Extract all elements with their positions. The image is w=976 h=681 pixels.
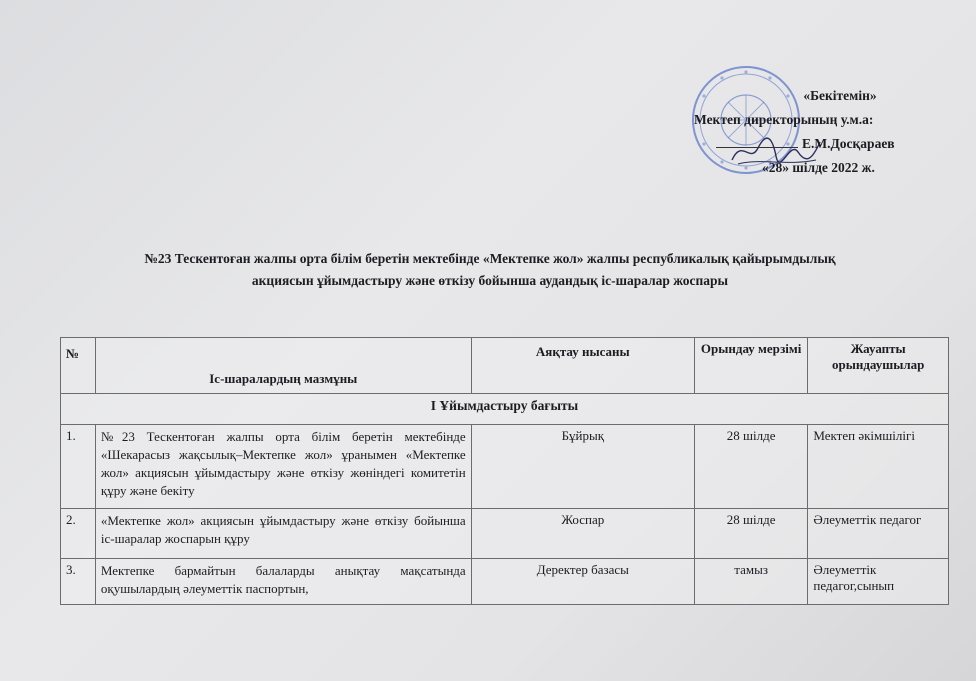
director-position: Мектеп директорының у.м.а: bbox=[694, 112, 874, 127]
director-name: Е.М.Досқараев bbox=[802, 136, 895, 151]
row-completion-form: Бұйрық bbox=[471, 425, 694, 509]
table-row bbox=[61, 559, 949, 605]
row-num: 1. bbox=[61, 425, 96, 509]
section-title: І Ұйымдастыру бағыты bbox=[61, 394, 949, 425]
section-row bbox=[61, 394, 949, 425]
header-completion-form: Аяқтау нысаны bbox=[471, 338, 694, 394]
signature-line bbox=[716, 147, 798, 148]
director-name-line bbox=[660, 132, 950, 156]
approval-date: «28» шілде 2022 ж. bbox=[762, 160, 875, 175]
row-deadline: тамыз bbox=[694, 559, 807, 605]
row-responsible: Мектеп әкімшілігі bbox=[808, 425, 949, 509]
header-num: № bbox=[61, 338, 96, 394]
row-completion-form: Деректер базасы bbox=[471, 559, 694, 605]
table-header-row bbox=[61, 338, 949, 394]
title-line-2: акциясын ұйымдастыру және өткізу бойынша аудандық іс-шаралар жоспары bbox=[251, 273, 729, 288]
row-deadline: 28 шілде bbox=[694, 509, 807, 559]
table-row bbox=[61, 509, 949, 559]
plan-table bbox=[60, 337, 949, 605]
table-row bbox=[61, 425, 949, 509]
row-responsible: Әлеуметтік педагог,сынып bbox=[808, 559, 949, 605]
row-deadline: 28 шілде bbox=[694, 425, 807, 509]
title-line-1: №23 Тескентоған жалпы орта білім беретін мектебінде «Мектепке жол» жалпы республикалық қайырымдылық bbox=[144, 251, 836, 266]
header-responsible: Жауапты орындаушылар bbox=[808, 338, 949, 394]
document-title bbox=[40, 248, 940, 292]
row-num: 2. bbox=[61, 509, 96, 559]
row-num: 3. bbox=[61, 559, 96, 605]
approved-label: «Бекітемін» bbox=[803, 88, 877, 103]
row-responsible: Әлеуметтік педагог bbox=[808, 509, 949, 559]
row-completion-form: Жоспар bbox=[471, 509, 694, 559]
header-deadline: Орындау мерзімі bbox=[694, 338, 807, 394]
header-content: Іс-шаралардың мазмұны bbox=[95, 338, 471, 394]
row-content: «Мектепке жол» акциясын ұйымдастыру және өткізу бойынша іс-шаралар жоспарын құру bbox=[95, 509, 471, 559]
approval-block bbox=[660, 84, 950, 180]
row-content: Мектепке бармайтын балаларды анықтау мақсатында оқушылардың әлеуметтік паспортын, bbox=[95, 559, 471, 605]
row-content: №23 Тескентоған жалпы орта білім беретін мектебінде «Шекарасыз жақсылық–Мектепке жол» ұранымен «Мектепке жол» акциясын ұйымдастыру және өткізу жөніндегі комитетін құру және бекіту bbox=[95, 425, 471, 509]
